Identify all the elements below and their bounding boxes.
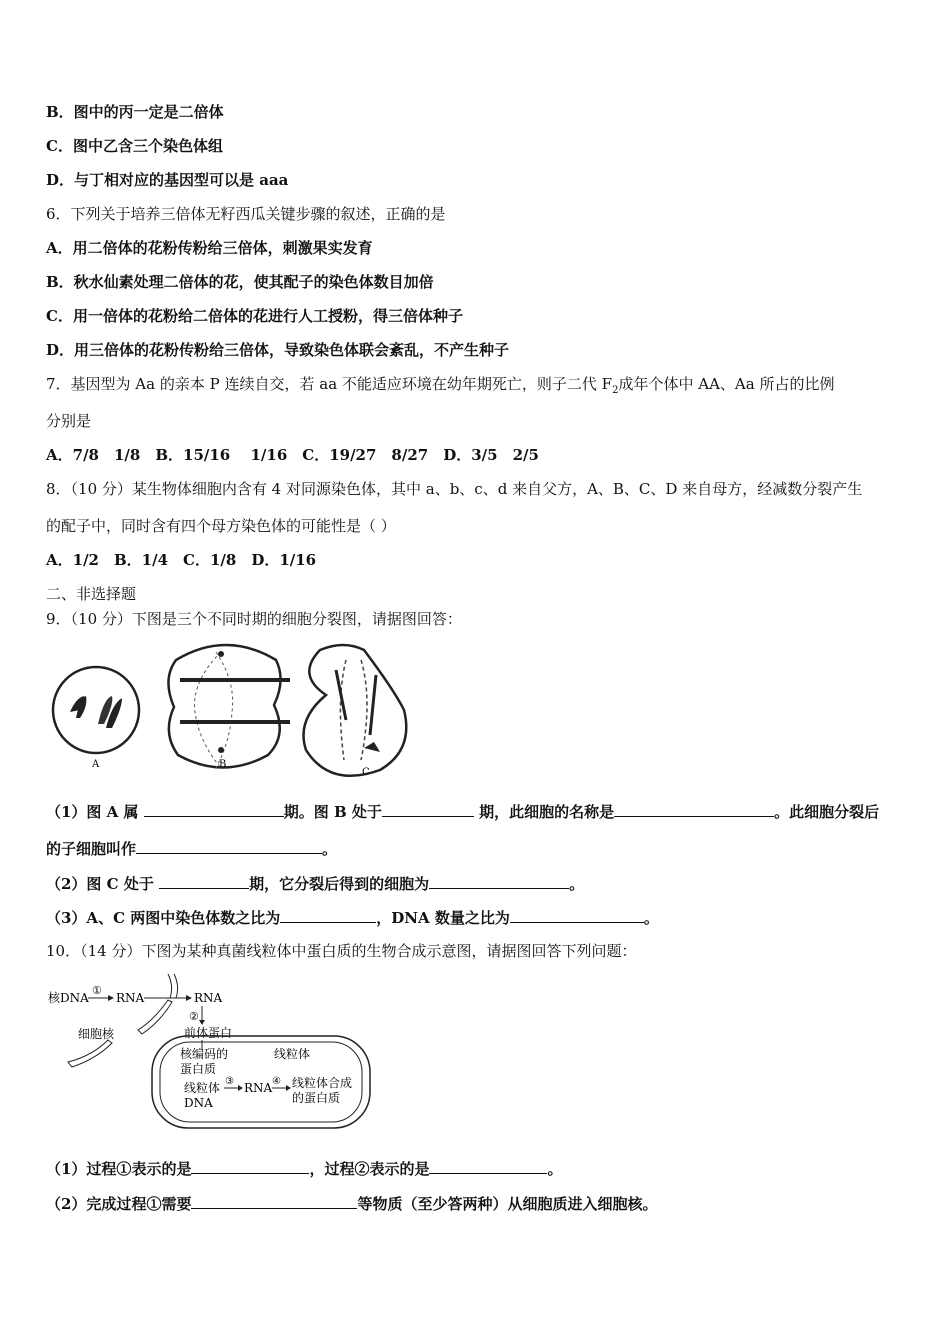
fig-label-b: B	[219, 759, 227, 770]
q6-stem: 6．下列关于培养三倍体无籽西瓜关键步骤的叙述，正确的是	[46, 205, 446, 223]
answer-blank[interactable]	[136, 838, 322, 854]
q9-part1-a: （1）图 A 属	[46, 803, 139, 821]
answer-blank[interactable]	[280, 907, 376, 923]
q8-stem-line1: 8．（10 分）某生物体细胞内含有 4 对同源染色体，其中 a、b、c、d 来自父方，A、B、C、D 来自母方，经减数分裂产生	[46, 480, 863, 498]
cell-division-figure	[46, 640, 426, 780]
q7-stem-b: 成年个体中 AA、Aa 所占的比例	[618, 375, 835, 393]
q9-part2-b: 期，它分裂后得到的细胞为	[249, 875, 430, 893]
step1-label: ①	[92, 984, 102, 997]
q9-part1-b: 期。图 B 处于	[283, 803, 382, 821]
rna-label-3: RNA	[244, 1081, 273, 1095]
q9-part1-e: 的子细胞叫作	[46, 840, 137, 858]
answer-blank[interactable]	[429, 873, 569, 889]
q9-part3-c: 。	[643, 909, 659, 927]
q7-stem-a: 7．基因型为 Aa 的亲本 P 连续自交，若 aa 不能适应环境在幼年期死亡，则子二代 F	[46, 375, 613, 393]
mitochondrion-label: 线粒体	[274, 1047, 311, 1061]
q10-part2-a: （2）完成过程①需要	[46, 1195, 192, 1213]
q9-part3-a: （3）A、C 两图中染色体数之比为	[46, 909, 281, 927]
q9-part1-f: 。	[322, 840, 338, 858]
q8-options: A．1/2 B．1/4 C．1/8 D．1/16	[46, 551, 317, 569]
answer-blank[interactable]	[429, 1158, 547, 1174]
mt-dna-label-2: DNA	[184, 1096, 213, 1110]
q10-stem: 10．（14 分）下图为某种真菌线粒体中蛋白质的生物合成示意图，请据图回答下列问题：	[46, 942, 637, 960]
q9-part2-a: （2）图 C 处于	[46, 875, 154, 893]
cell-c	[304, 645, 407, 776]
q10-part1	[46, 1158, 562, 1179]
fig-label-c: C	[362, 767, 370, 778]
nucleus-label: 细胞核	[78, 1027, 115, 1041]
mt-protein-label-1: 线粒体合成	[292, 1076, 353, 1090]
q6-option-d: D．用三倍体的花粉传粉给三倍体，导致染色体联会紊乱，不产生种子	[46, 341, 510, 359]
step4-label: ④	[272, 1076, 281, 1087]
q9-part1-line1	[46, 801, 879, 822]
q7-stem-line2: 分别是	[46, 412, 92, 430]
q6-option-c: C．用一倍体的花粉给二倍体的花进行人工授粉，得三倍体种子	[46, 307, 463, 325]
q9-part3	[46, 907, 659, 928]
answer-blank[interactable]	[144, 801, 284, 817]
q10-part1-b: ，过程②表示的是	[309, 1160, 430, 1178]
q5-option-b: B．图中的丙一定是二倍体	[46, 103, 224, 121]
q10-part1-c: 。	[547, 1160, 563, 1178]
q9-part1-c: 期，此细胞的名称是	[473, 803, 615, 821]
answer-blank[interactable]	[191, 1158, 309, 1174]
step2-label: ②	[189, 1010, 199, 1023]
q5-option-c: C．图中乙含三个染色体组	[46, 137, 223, 155]
q10-part2-b: 等物质（至少答两种）从细胞质进入细胞核。	[357, 1195, 658, 1213]
answer-blank[interactable]	[159, 873, 249, 889]
rna-label-2: RNA	[194, 991, 223, 1005]
q9-part2-c: 。	[569, 875, 585, 893]
fig-label-a: A	[92, 759, 100, 770]
q9-part3-b: ，DNA 数量之比为	[376, 909, 510, 927]
q9-part2	[46, 873, 584, 894]
q10-part1-a: （1）过程①表示的是	[46, 1160, 192, 1178]
cell-a	[53, 667, 139, 753]
mt-protein-label-2: 的蛋白质	[292, 1091, 341, 1105]
q7-options: A．7/8 1/8 B．15/16 1/16 C．19/27 8/27 D．3/5 2/5	[46, 446, 539, 464]
answer-blank[interactable]	[382, 801, 474, 817]
answer-blank[interactable]	[191, 1193, 357, 1209]
step3-label: ③	[225, 1076, 234, 1087]
q8-stem-line2: 的配子中，同时含有四个母方染色体的可能性是（ ）	[46, 517, 396, 535]
answer-blank[interactable]	[614, 801, 774, 817]
q7-subscript: 2	[612, 385, 619, 396]
q9-part1-d: 。此细胞分裂后	[774, 803, 880, 821]
q6-option-b: B．秋水仙素处理二倍体的花，使其配子的染色体数目加倍	[46, 273, 434, 291]
answer-blank[interactable]	[510, 907, 644, 923]
precursor-protein-label: 前体蛋白	[184, 1026, 233, 1040]
q6-option-a: A．用二倍体的花粉传粉给三倍体，刺激果实发育	[46, 239, 373, 257]
q5-option-d: D．与丁相对应的基因型可以是 aaa	[46, 171, 289, 189]
rna-label-1: RNA	[116, 991, 145, 1005]
section-heading: 二、非选择题	[46, 585, 137, 603]
q9-stem: 9．（10 分）下图是三个不同时期的细胞分裂图，请据图回答：	[46, 610, 462, 628]
nuclear-encoded-label-2: 蛋白质	[180, 1062, 217, 1076]
mitochondria-protein-figure	[46, 970, 376, 1140]
cell-b	[168, 645, 290, 768]
q10-part2	[46, 1193, 657, 1214]
nuclear-dna-label: 核DNA	[48, 991, 89, 1005]
mt-dna-label-1: 线粒体	[184, 1081, 221, 1095]
q9-part1-line2	[46, 838, 337, 859]
q7-stem	[46, 374, 834, 401]
nuclear-encoded-label-1: 核编码的	[180, 1047, 229, 1061]
